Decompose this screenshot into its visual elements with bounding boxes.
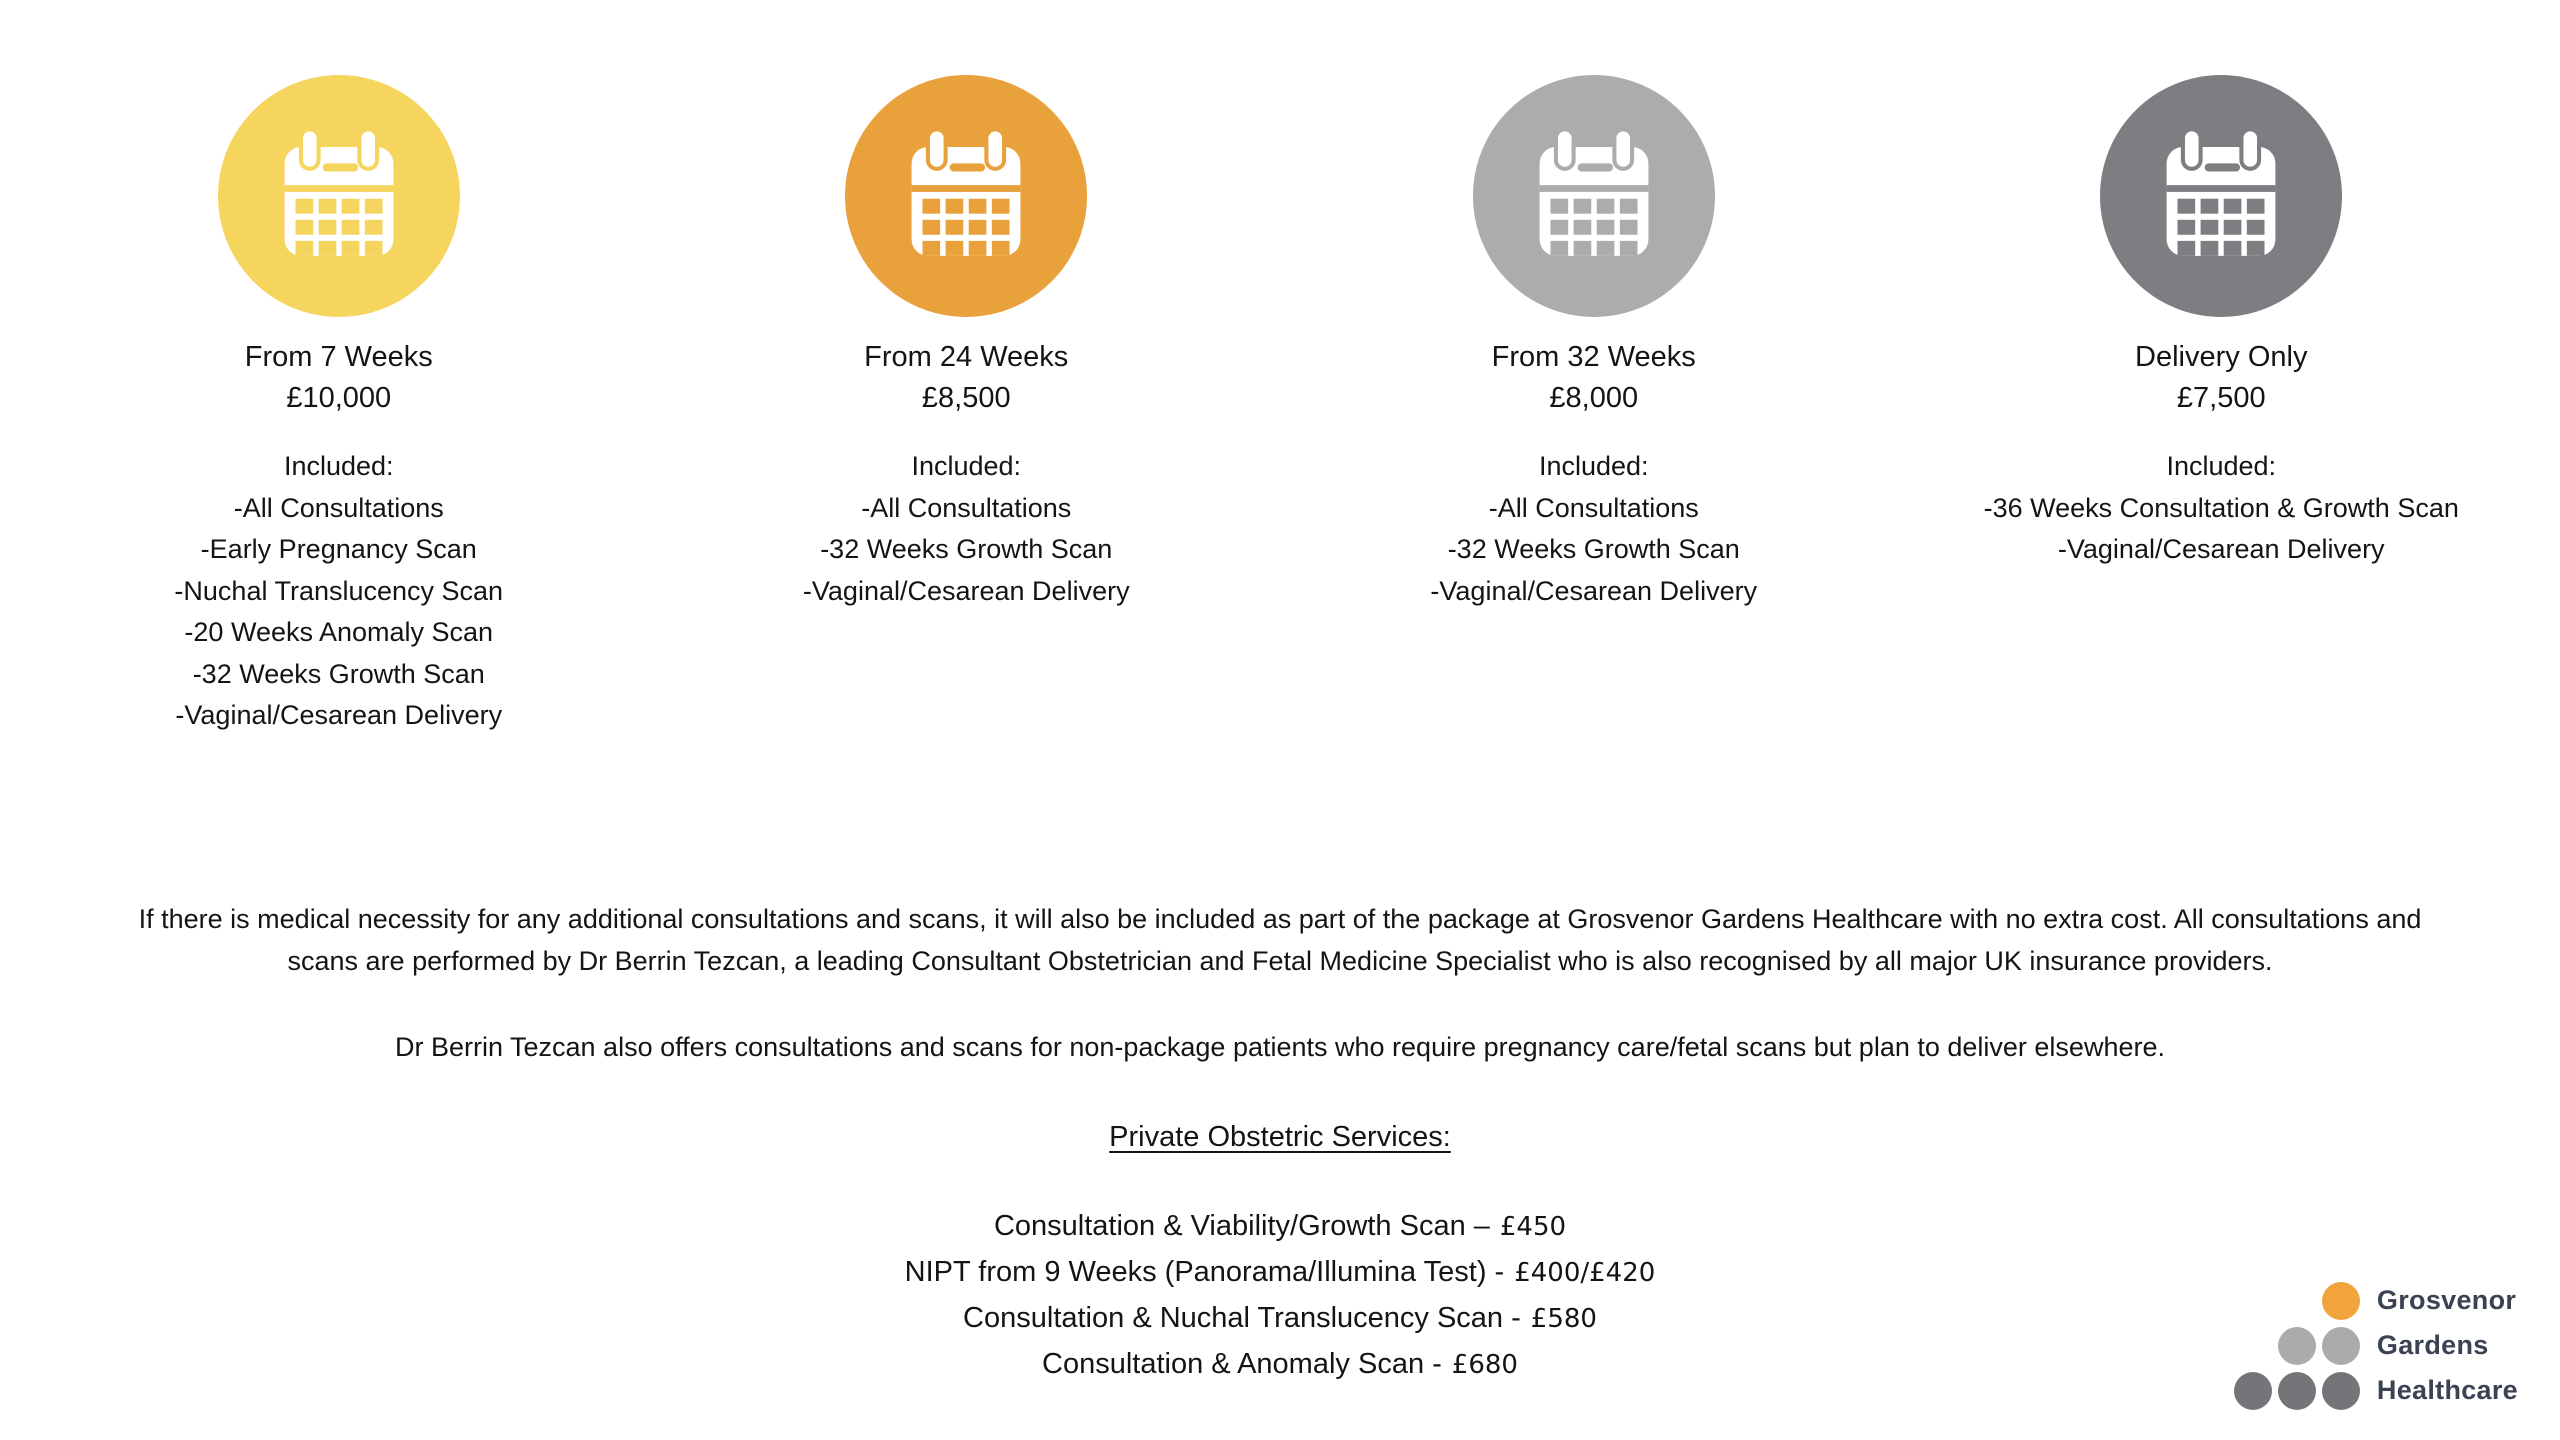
package-price: £8,500: [921, 382, 1011, 414]
calendar-icon: [1526, 125, 1662, 267]
package-item: -32 Weeks Growth Scan: [1447, 534, 1740, 564]
services-price-list: [0, 1204, 2560, 1388]
package-items: [174, 488, 503, 737]
included-label: Included:: [283, 451, 394, 481]
service-label: Consultation & Anomaly Scan -: [1042, 1348, 1442, 1380]
package-item: -36 Weeks Consultation & Growth Scan: [1983, 492, 2459, 523]
package-from-32-weeks: [1280, 75, 1908, 737]
package-item: -Vaginal/Cesarean Delivery: [802, 575, 1130, 606]
logo-dot-gray-icon: [2278, 1327, 2316, 1365]
package-columns: [25, 75, 2535, 737]
package-icon-circle: [845, 75, 1087, 317]
lower-text-section: [0, 898, 2560, 1388]
package-price: £7,500: [2176, 382, 2266, 414]
service-line: [0, 1296, 2560, 1342]
service-label: Consultation & Nuchal Translucency Scan -: [963, 1302, 1521, 1334]
package-items: [1984, 488, 2459, 571]
logo-text-line: Gardens: [2376, 1330, 2489, 1360]
logo-dot-darkgray-icon: [2322, 1372, 2360, 1410]
package-item: -All Consultations: [861, 492, 1072, 523]
service-price: £580: [1530, 1304, 1597, 1334]
package-item: -Early Pregnancy Scan: [200, 534, 477, 564]
logo-dot-orange-icon: [2322, 1282, 2360, 1320]
logo-dot-darkgray-icon: [2234, 1372, 2272, 1410]
service-label: NIPT from 9 Weeks (Panorama/Illumina Test) -: [904, 1256, 1505, 1288]
package-title: From 32 Weeks: [1491, 341, 1696, 373]
logo-text-line: Grosvenor: [2376, 1285, 2517, 1315]
calendar-icon: [898, 125, 1034, 267]
service-price: £680: [1451, 1350, 1518, 1380]
package-item: -All Consultations: [233, 492, 444, 523]
non-package-paragraph: Dr Berrin Tezcan also offers consultations and scans for non-package patients who require pregnancy care/fetal scans but plan to deliver elsewhere.: [394, 1032, 2165, 1062]
package-price: £10,000: [286, 382, 392, 414]
service-line: [0, 1250, 2560, 1296]
package-title: Delivery Only: [2135, 341, 2308, 373]
package-items: [1430, 488, 1757, 613]
grosvenor-gardens-healthcare-logo: [2231, 1278, 2518, 1413]
service-line: [0, 1204, 2560, 1250]
package-item: -20 Weeks Anomaly Scan: [184, 617, 494, 647]
logo-dot-gray-icon: [2322, 1327, 2360, 1365]
logo-text-line: Healthcare: [2376, 1375, 2518, 1405]
included-label: Included:: [1538, 451, 1649, 481]
service-price: £450: [1499, 1212, 1567, 1242]
package-icon-circle: [2100, 75, 2342, 317]
package-items: [803, 488, 1130, 613]
package-title: From 7 Weeks: [244, 341, 433, 373]
package-delivery-only: [1908, 75, 2536, 737]
package-item: -Nuchal Translucency Scan: [174, 575, 504, 606]
private-obstetric-services-heading: Private Obstetric Services:: [1109, 1121, 1451, 1153]
package-icon-circle: [1473, 75, 1715, 317]
included-label: Included:: [911, 451, 1022, 481]
package-item: -Vaginal/Cesarean Delivery: [1430, 575, 1758, 606]
service-label: Consultation & Viability/Growth Scan –: [993, 1210, 1490, 1242]
package-from-24-weeks: [653, 75, 1281, 737]
calendar-icon: [271, 125, 407, 267]
package-title: From 24 Weeks: [864, 341, 1069, 373]
package-item: -Vaginal/Cesarean Delivery: [2057, 534, 2385, 564]
medical-necessity-paragraph: If there is medical necessity for any additional consultations and scans, it will also be included as part of the package at Grosvenor Gardens Healthcare with no extra cost. All consultations and scans are performed by Dr Berrin Tezcan, a leading Consultant Obstetrician and Fetal Medicine Specialist who is also recognised by all major UK insurance providers.: [138, 904, 2422, 976]
package-item: -Vaginal/Cesarean Delivery: [175, 700, 503, 730]
package-price: £8,000: [1549, 382, 1639, 414]
calendar-icon: [2153, 125, 2289, 267]
service-price: £400/£420: [1514, 1258, 1656, 1288]
package-item: -All Consultations: [1488, 492, 1699, 523]
package-from-7-weeks: [25, 75, 653, 737]
service-line: [0, 1342, 2560, 1388]
package-item: -32 Weeks Growth Scan: [820, 534, 1113, 564]
package-icon-circle: [218, 75, 460, 317]
package-item: -32 Weeks Growth Scan: [192, 658, 485, 689]
logo-dot-darkgray-icon: [2278, 1372, 2316, 1410]
included-label: Included:: [2166, 451, 2277, 481]
